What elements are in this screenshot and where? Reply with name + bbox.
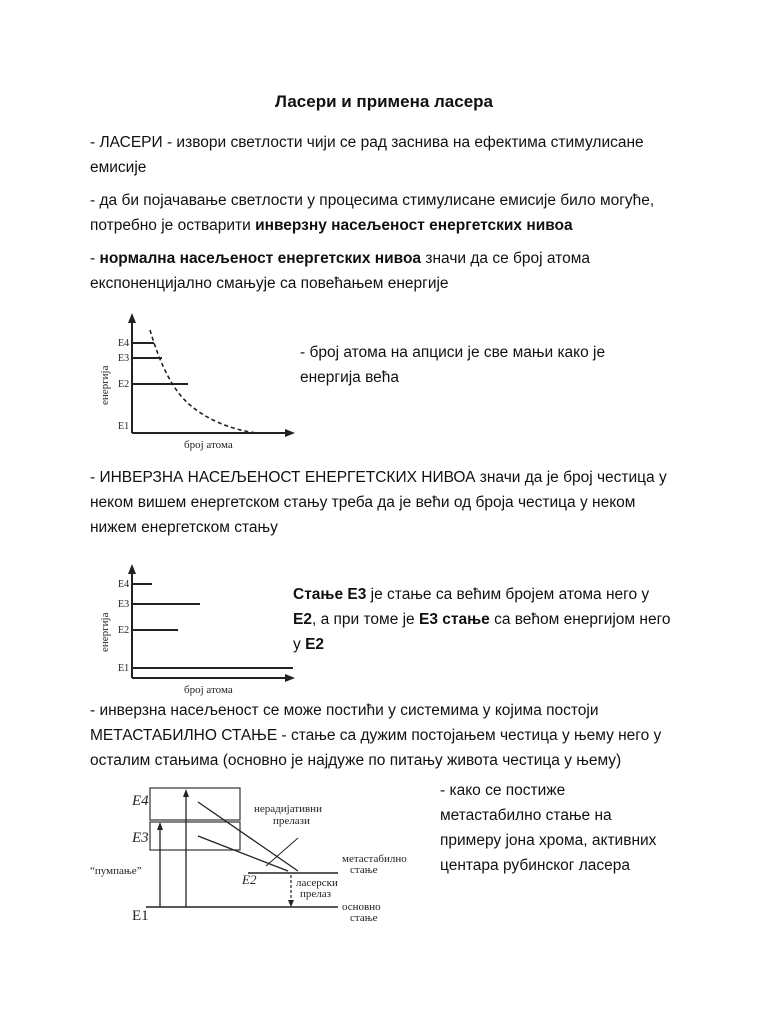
p3-dash: -: [90, 250, 100, 267]
x-axis-label: број атома: [184, 684, 233, 696]
paragraph-inverse-population: [90, 465, 667, 540]
page-title: Ласери и примена ласера: [274, 92, 494, 111]
level-e4-label: E4: [118, 338, 130, 349]
note1-line1: - број атома на апциси је све мањи како је: [300, 344, 606, 361]
paragraph-amplification: [90, 188, 654, 238]
p2-line1: - да би појачавање светлости у процесима стимулисане емисије било могуће,: [90, 192, 655, 209]
note-abscissa: [300, 340, 605, 390]
ground-label-2: стање: [350, 912, 378, 924]
p4-line3: нижем енергетском стању: [90, 519, 278, 536]
p5-line3: осталим стањима (основно је најдуже по питању живота честица у њему): [90, 752, 622, 769]
level-e1-label: E1: [118, 663, 130, 674]
note-e3-state: [293, 582, 671, 657]
level-e2-label: E2: [118, 379, 130, 390]
nonradiative-line-2: [198, 836, 288, 871]
note2-text3: са већом енергијом него: [489, 611, 671, 628]
nonradiative-label-2: прелази: [273, 815, 310, 827]
paragraph-normal-population: [90, 246, 590, 296]
p1-text-end: емисије: [90, 159, 147, 176]
note2-text4: у: [293, 636, 306, 653]
p4-line2: неком вишем енергетском стању треба да је већи од броја честица у неком: [90, 494, 636, 511]
ground-label-1: основно: [342, 901, 381, 913]
note2-term-e3: Стање Е3: [293, 586, 367, 603]
level-e1-label: E1: [118, 421, 130, 432]
p1-text: - извори светлости чији се рад заснива на ефектима стимулисане: [162, 134, 644, 151]
nonradiative-label-1: нерадијативни: [254, 803, 322, 815]
note3-line4: центара рубинског ласера: [440, 857, 631, 874]
level-e4-label: E4: [118, 579, 130, 590]
population-curve: [150, 330, 256, 433]
chromium-levels-figure: [88, 780, 438, 930]
paragraph-metastable: [90, 698, 661, 773]
p1-term: ЛАСЕРИ: [99, 134, 163, 151]
laser-label-1: ласерски: [296, 877, 338, 889]
e3-band: [150, 822, 240, 850]
note2-text2: , а при томе је: [311, 611, 419, 628]
y-axis-label: енергија: [99, 612, 111, 652]
level-e2-label: E2: [118, 625, 130, 636]
inverse-population-figure: [88, 562, 298, 697]
metastable-label-2: стање: [350, 864, 378, 876]
p5-line1: - инверзна насељеност се може постићи у системима у којима постоји: [90, 702, 599, 719]
paragraph-lasers: [90, 130, 644, 180]
metastable-label-1: метастабилно: [342, 853, 407, 865]
p3-bold-term: нормална насељеност енергетских нивоа: [99, 250, 422, 267]
x-axis-label: број атома: [184, 439, 233, 451]
note2-term-e3-state: Е3 стање: [419, 611, 490, 628]
note1-line2: енергија већа: [300, 369, 400, 386]
p5-line2: МЕТАСТАБИЛНО СТАЊЕ - стање са дужим постојањем честица у њему него у: [90, 727, 662, 744]
e2-label: E2: [242, 872, 257, 887]
e4-label: E4: [132, 793, 149, 809]
p3-text: значи да се број атома: [421, 250, 590, 267]
p2-bold-term: инверзну насељеност енергетских нивоа: [255, 217, 573, 234]
note3-line1: - како се постиже: [440, 782, 566, 799]
note-chromium: [440, 778, 656, 878]
level-e3-label: E3: [118, 599, 130, 610]
laser-label-2: прелаз: [300, 888, 331, 900]
y-axis-label: енергија: [99, 365, 111, 405]
note3-line3: примеру јона хрома, активних: [440, 832, 657, 849]
level-e3-label: E3: [118, 353, 130, 364]
note2-term-e2: Е2: [293, 611, 312, 628]
e4-band: [150, 788, 240, 820]
note2-term-e2-end: Е2: [305, 636, 325, 653]
note3-line2: метастабилно стање на: [440, 807, 612, 824]
p3-line2: експоненцијално смањује са повећањем енергије: [90, 275, 449, 292]
pump-label: “пумпање”: [90, 865, 142, 877]
p2-line2: потребно је остварити: [90, 217, 256, 234]
normal-population-figure: [88, 305, 298, 455]
p4-line1: - ИНВЕРЗНА НАСЕЉЕНОСТ ЕНЕРГЕТСКИХ НИВОА значи да је број честица у: [90, 469, 667, 486]
note2-text1: је стање са већим бројем атома него у: [366, 586, 650, 603]
e3-label: E3: [132, 830, 149, 846]
e1-label: E1: [132, 908, 149, 924]
p1-dash: -: [90, 134, 100, 151]
